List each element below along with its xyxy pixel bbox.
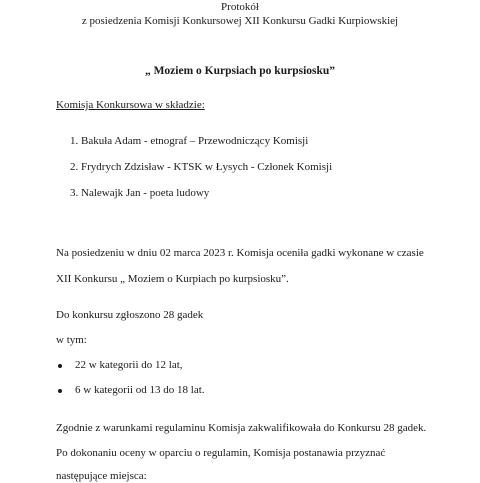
document-title: Protokół xyxy=(221,1,259,13)
paragraph-line: Na posiedzeniu w dniu 02 marca 2023 r. Komisja oceniła gadki wykonane w czasie xyxy=(56,247,424,259)
bullet-item: 22 w kategorii do 12 lat, xyxy=(75,359,183,371)
bullet-item: 6 w kategorii od 13 do 18 lat. xyxy=(75,384,205,396)
document-subtitle: z posiedzenia Komisji Konkursowej XII Konkursu Gadki Kurpiowskiej xyxy=(81,15,399,27)
bullet-dot xyxy=(58,364,62,368)
committee-member: 3. Nalewajk Jan - poeta ludowy xyxy=(70,187,210,199)
paragraph-line: Po dokonaniu oceny w oparciu o regulamin, Komisja postanawia przyznać xyxy=(56,447,386,459)
committee-heading: Komisja Konkursowa w składzie: xyxy=(56,99,205,111)
committee-member: 1. Bakuła Adam - etnograf – Przewodniczący Komisji xyxy=(70,135,309,147)
paragraph-line: następujące miejsca: xyxy=(56,470,147,482)
contest-title: „ Moziem o Kurpsiach po kurpsiosku” xyxy=(144,65,336,77)
paragraph-line: XII Konkursu „ Moziem o Kurpiach po kurpsiosku”. xyxy=(56,273,289,285)
bullet-dot xyxy=(58,389,62,393)
paragraph: Do konkursu zgłoszono 28 gadek xyxy=(56,309,204,321)
paragraph: w tym: xyxy=(56,334,87,346)
paragraph: Zgodnie z warunkami regulaminu Komisja zakwalifikowała do Konkursu 28 gadek. xyxy=(56,422,427,434)
committee-member: 2. Frydrych Zdzisław - KTSK w Łysych - Członek Komisji xyxy=(70,161,333,173)
